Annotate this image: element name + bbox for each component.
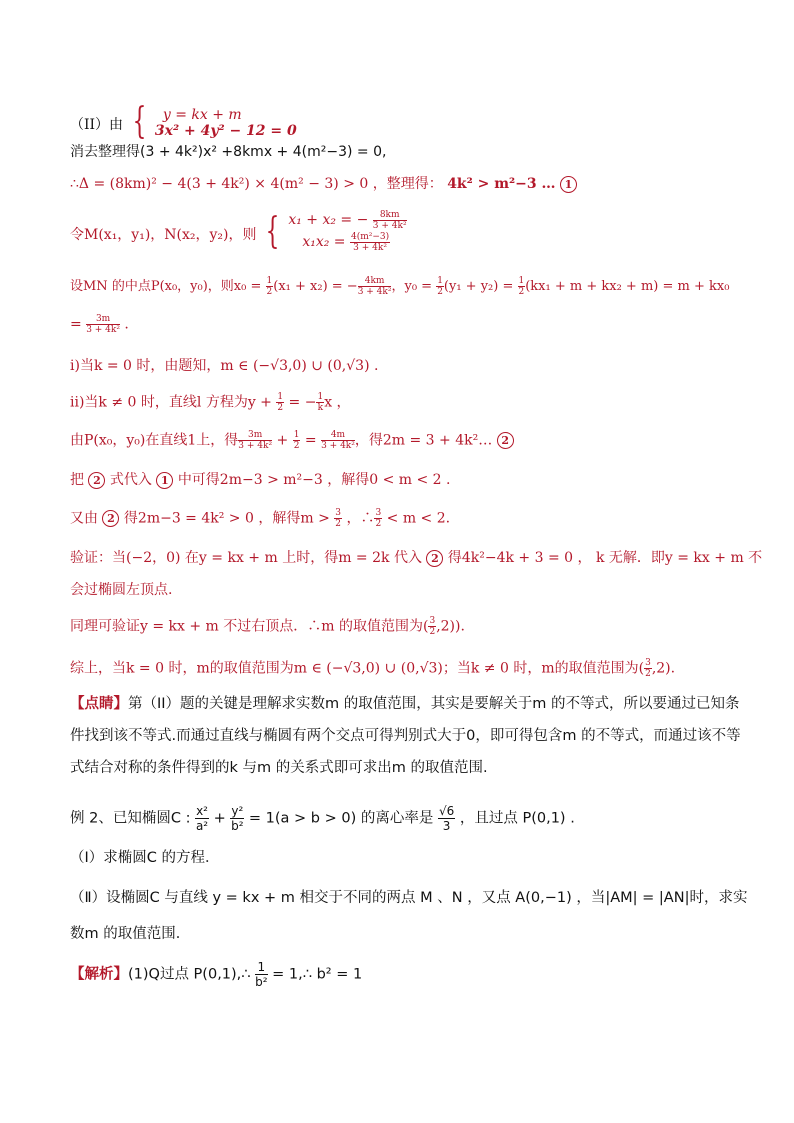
circled-number: 2 [426, 550, 443, 567]
circled-number: 2 [88, 472, 105, 489]
text: 第（II）题的关键是理解求实数m 的取值范围，其实是要解关于m 的不等式，所以要通过已知条 [128, 696, 740, 712]
numerator: 1 [266, 276, 273, 286]
text: . [124, 316, 129, 333]
circled-number: 1 [560, 176, 577, 193]
text-prefix: （II）由 [70, 117, 124, 133]
text: 中可得2m−3 > m²−3 ，解得0 < m < 2 . [177, 472, 451, 488]
text: 又由 [70, 510, 98, 527]
circled-number: 2 [102, 510, 119, 527]
numerator: 4m [321, 430, 355, 441]
text: 数m 的取值范围． [70, 926, 191, 942]
denominator: 2 [429, 627, 436, 637]
text: (y₁ + y₂) = [443, 279, 518, 294]
numerator: x² [196, 804, 208, 818]
equation: 3x² + 4y² − 12 = 0 [154, 123, 297, 139]
equation-system [155, 107, 297, 139]
text: 消去整理得(3 + 4k²)x² +8kmx + 4(m²−3) = 0, [70, 144, 387, 160]
numerator: 3m [86, 314, 120, 325]
text: 会过椭圆左顶点. [70, 582, 173, 598]
text: （Ⅰ）求椭圆C 的方程． [70, 850, 220, 866]
line-7 [70, 356, 378, 376]
brace-icon: { [132, 101, 146, 142]
numerator: 1 [518, 276, 525, 286]
denominator: 2 [335, 519, 341, 529]
text: (kx₁ + m + kx₂ + m) = m + kx₀ [525, 279, 730, 294]
denominator: 2 [293, 441, 300, 451]
equation-system [288, 209, 406, 253]
denominator: 2 [266, 287, 273, 297]
numerator: 1 [317, 392, 324, 402]
denominator: 2 [277, 403, 284, 413]
text: < m < 2. [382, 510, 451, 527]
text: 综上，当k = 0 时，m的取值范围为m ∈ (−√3,0) ∪ (0,√3)；当k ≠ 0 时，m的取值范围为( [70, 660, 645, 677]
denominator: 2 [375, 519, 382, 529]
numerator: 3 [375, 508, 382, 518]
denominator: 3 + 4k² [321, 441, 355, 451]
line-13 [70, 580, 172, 600]
text: 同理可验证y = kx + m 不过右顶点．∴m 的取值范围为( [70, 618, 429, 635]
text: ,2). [651, 660, 676, 677]
equation: x₁x₂ = [302, 234, 346, 250]
text: ,2)). [436, 618, 465, 635]
circled-number: 2 [497, 432, 514, 449]
denominator: 3 + 4k² [353, 242, 387, 253]
text: （Ⅱ）设椭圆C 与直线 y = kx + m 相交于不同的两点 M 、N ，又点 A(0,−1) ，当|AM| = |AN|时，求实 [70, 890, 748, 906]
text: (x₁ + x₂) = − [273, 279, 358, 294]
text: (1)Q过点 P(0,1),∴ [128, 966, 251, 983]
text: 式结合对称的条件得到的k 与m 的关系式即可求出m 的取值范围. [70, 760, 488, 776]
text: 设MN 的中点P(x₀，y₀)，则x₀ = [70, 279, 266, 294]
inequality: 4k² > m²−3 … [447, 176, 556, 192]
comment-line-3 [70, 758, 488, 778]
comment-line-1 [70, 694, 740, 714]
numerator: 3 [429, 616, 436, 626]
line-15 [70, 658, 675, 679]
text: = [70, 316, 82, 333]
line-2 [70, 142, 386, 162]
text: 验证：当(−2，0) 在y = kx + m 上时，得m = 2k 代入 [70, 550, 422, 566]
text: ，且过点 P(0,1) . [459, 810, 575, 827]
comment-line-2 [70, 726, 741, 746]
text: 得4k²−4k + 3 = 0 ， k 无解．即y = kx + m 不 [447, 550, 763, 566]
text: = − [284, 394, 317, 411]
denominator: b² [255, 975, 268, 989]
equation: y = kx + m [162, 107, 242, 123]
text: 把 [70, 472, 84, 488]
denominator: b² [231, 819, 244, 833]
solution-line [70, 960, 362, 989]
text: 由P(x₀，y₀)在直线1上，得 [70, 432, 239, 449]
denominator: 2 [645, 669, 651, 679]
numerator: y² [231, 804, 244, 818]
numerator: 1 [255, 960, 267, 975]
text: = [300, 432, 322, 449]
text: 得2m−3 = 4k² > 0 ，解得m > [123, 510, 335, 527]
text: 令M(x₁，y₁)，N(x₂，y₂)，则 [70, 227, 257, 243]
text: = 1,∴ b² = 1 [272, 966, 363, 983]
numerator: 3 [335, 508, 341, 518]
comment-tag: 【点睛】 [70, 696, 128, 712]
text: ，得2m = 3 + 4k²… [354, 432, 493, 449]
example-2-part2 [70, 888, 747, 908]
line-10 [70, 470, 451, 490]
line-12 [70, 548, 762, 568]
text: ii)当k ≠ 0 时，直线l 方程为y + [70, 394, 277, 411]
denominator: 3 + 4k² [372, 220, 407, 231]
numerator: 4(m²−3) [350, 231, 390, 242]
solution-tag: 【解析】 [70, 966, 128, 983]
circled-number: 1 [156, 472, 173, 489]
numerator: √6 [438, 804, 455, 818]
text: + [272, 432, 293, 449]
line-4 [70, 210, 407, 257]
line-system-1 [70, 100, 297, 141]
line-5 [70, 276, 729, 297]
denominator: a² [195, 819, 209, 833]
text: 件找到该不等式.而通过直线与椭圆有两个交点可得判别式大于0，即可得包含m 的不等式，而通过该不等 [70, 728, 741, 744]
example-2-title: 例 2、已知椭圆C : $\frac{\text{x²}}{\text{a²}}$ + $\frac{\text{y²}}{\text{b²}}$ = 1(a > b > 0) 的离心率是 $\frac{√6}{3}$ ，且过点 P(0,1) . [70, 804, 575, 833]
line-8 [70, 392, 351, 413]
text: 例 2、已知椭圆C : [70, 810, 191, 827]
numerator: 8km [373, 210, 407, 221]
brace-icon: { [265, 211, 280, 252]
text: i)当k = 0 时，由题知，m ∈ (−√3,0) ∪ (0,√3) . [70, 358, 379, 374]
example-2-part1 [70, 848, 220, 868]
denominator: k [317, 403, 324, 413]
numerator: 4km [358, 276, 392, 287]
denominator: 3 [442, 819, 451, 833]
denominator: 3 + 4k² [238, 441, 273, 451]
line-14 [70, 616, 465, 637]
denominator: 3 + 4k² [86, 325, 120, 335]
text: ，y₀ = [391, 279, 437, 294]
line-6 [70, 314, 129, 335]
example-2-part2-cont [70, 924, 190, 944]
denominator: 2 [518, 287, 525, 297]
text: ，∴ [342, 510, 375, 527]
numerator: 1 [293, 430, 300, 440]
denominator: 2 [437, 287, 443, 297]
equation: x₁ + x₂ = − [288, 212, 369, 228]
numerator: 1 [437, 276, 443, 286]
text: = 1(a > b > 0) 的离心率是 [248, 810, 434, 827]
text: ∴Δ = (8km)² − 4(3 + 4k²) × 4(m² − 3) > 0 ，整理得： [70, 176, 443, 192]
numerator: 3 [645, 658, 651, 668]
line-3 [70, 174, 577, 194]
numerator: 1 [277, 392, 284, 402]
denominator: 3 + 4k² [357, 287, 392, 297]
text: x ， [324, 394, 351, 411]
line-9 [70, 430, 514, 451]
numerator: 3m [238, 430, 272, 441]
line-11 [70, 508, 450, 529]
text: 式代入 [109, 472, 152, 488]
